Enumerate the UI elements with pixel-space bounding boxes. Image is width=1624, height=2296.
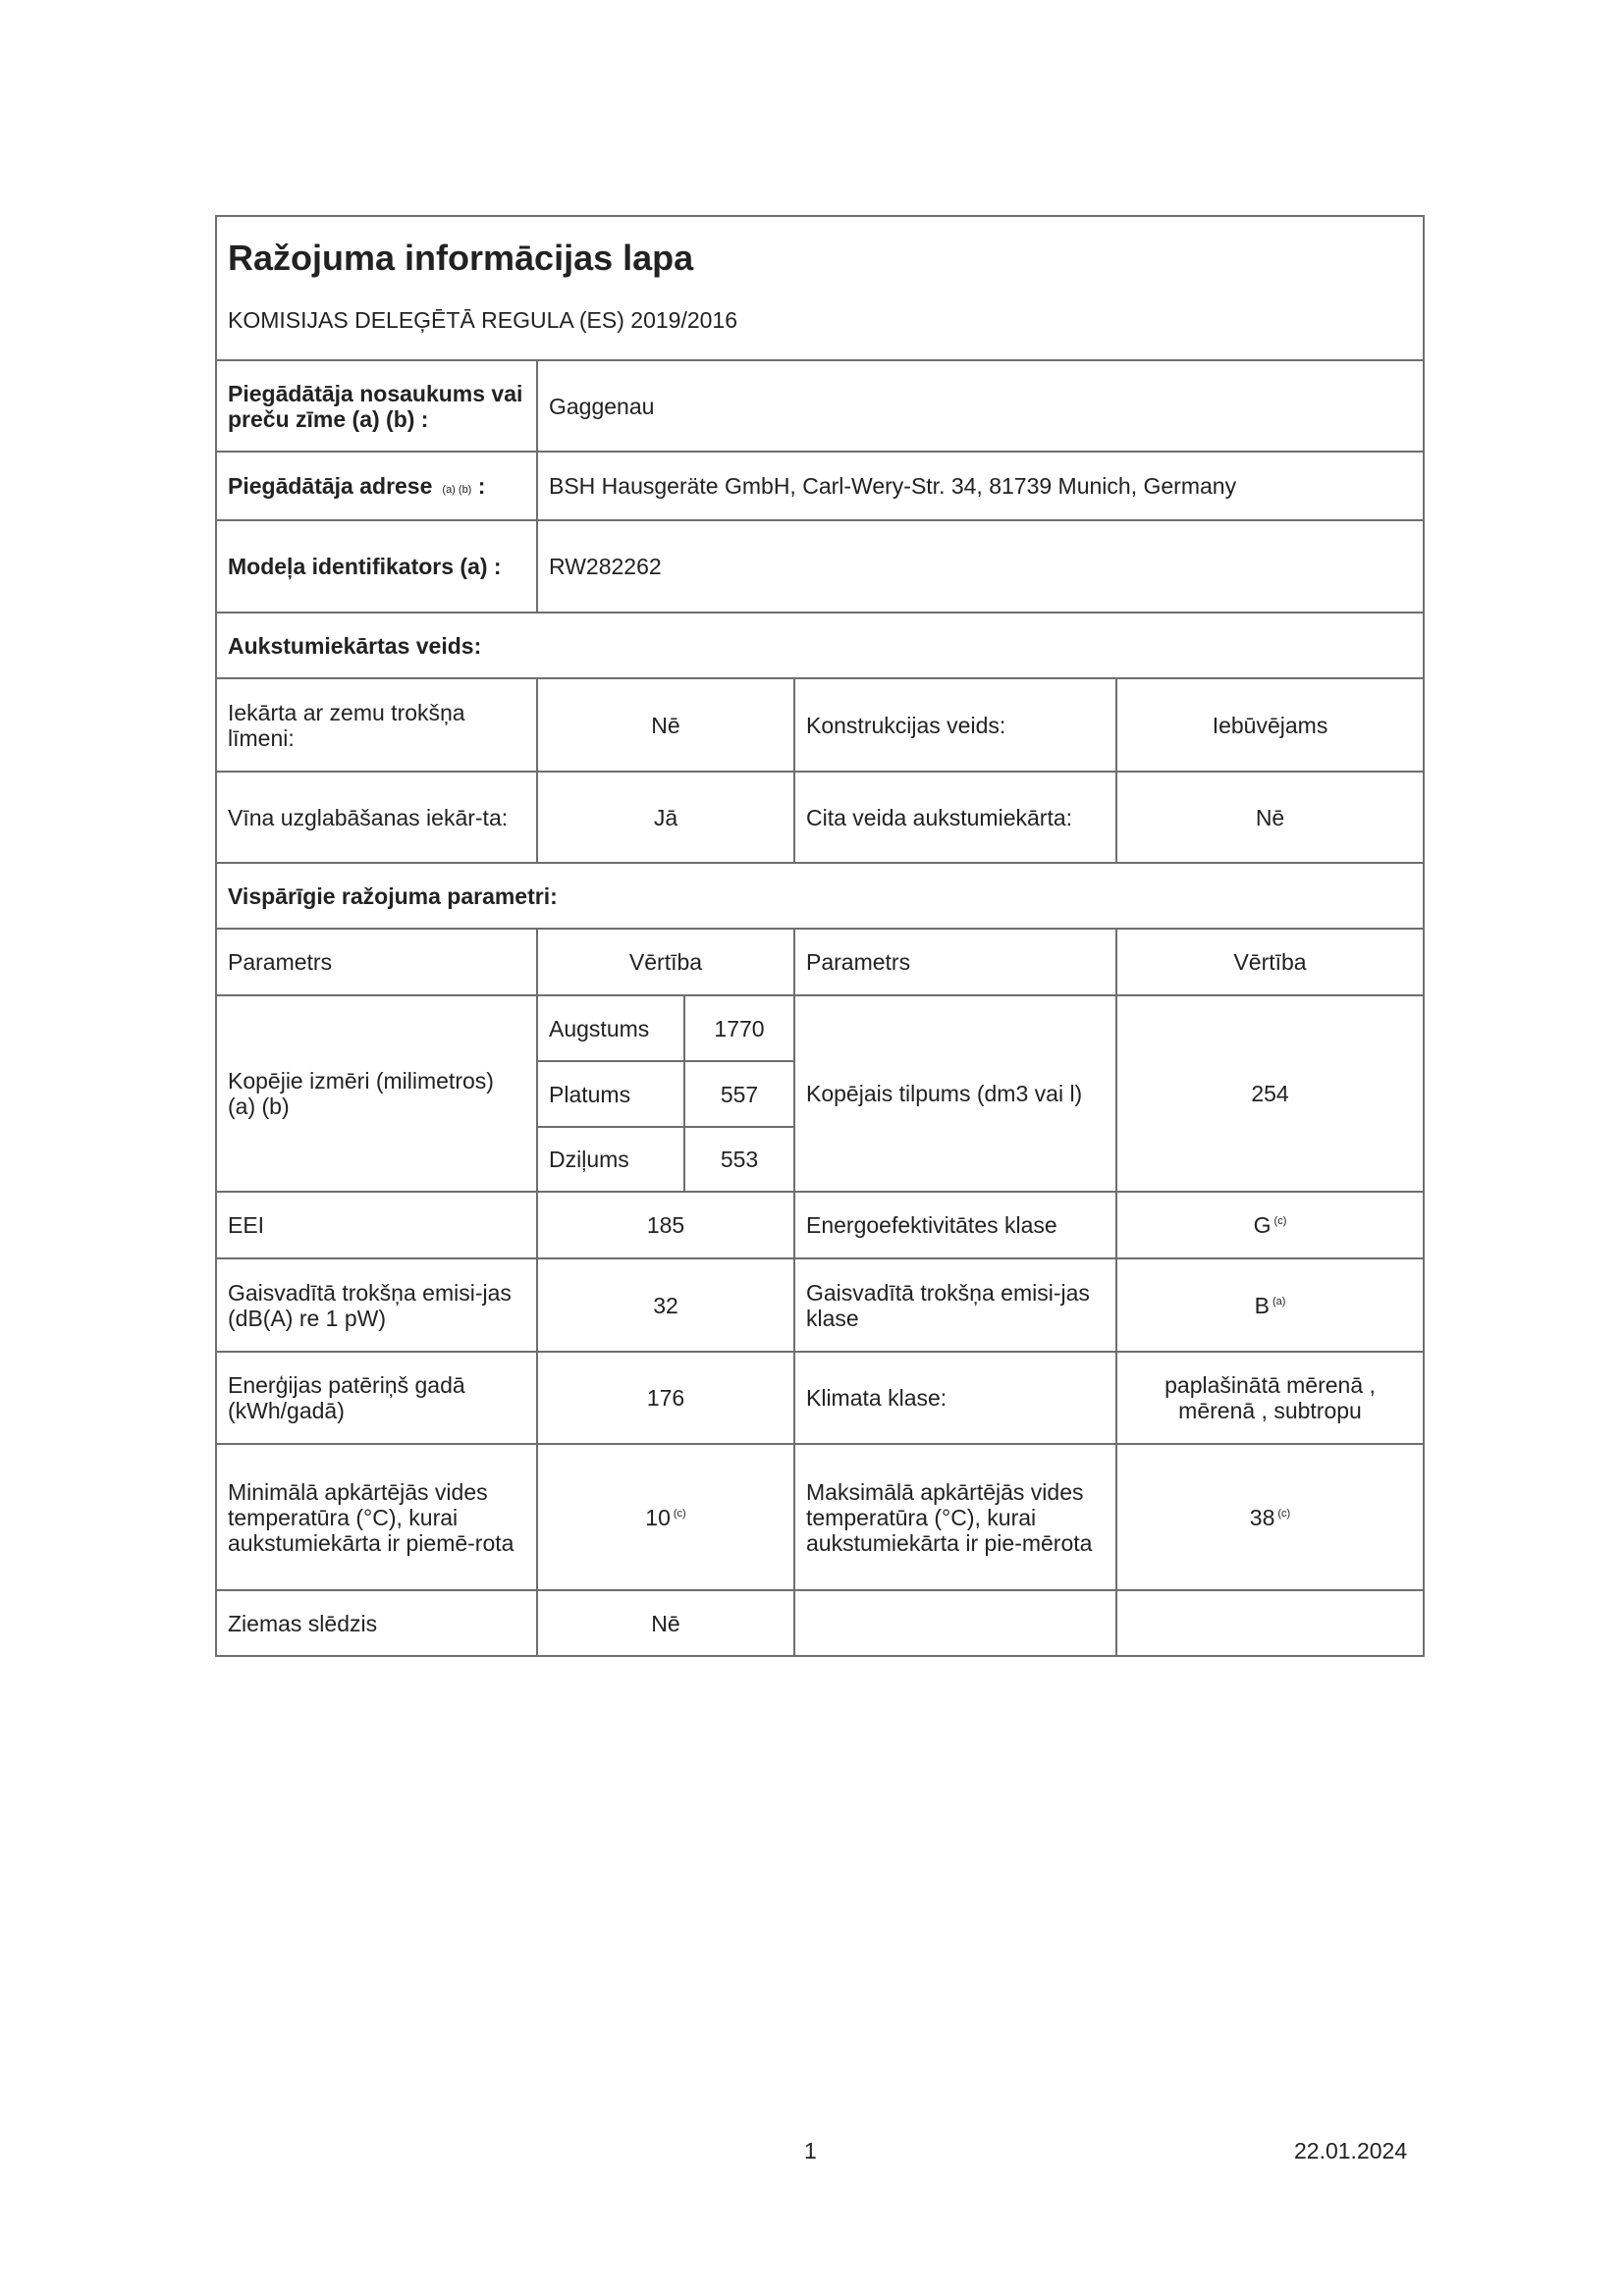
depth-value: 553 [684,1127,794,1192]
height-value: 1770 [684,995,794,1061]
empty-cell [1116,1590,1424,1656]
page-number: 1 [804,2138,817,2163]
noise-emission-value: 32 [537,1258,794,1352]
depth-label: Dziļums [537,1127,684,1192]
low-noise-label: Iekārta ar zemu trokšņa līmeni: [216,678,537,772]
eei-value: 185 [537,1192,794,1258]
noise-class-label: Gaisvadītā trokšņa emisi-jas klase [794,1258,1116,1352]
empty-cell [794,1590,1116,1656]
other-appliance-label: Cita veida aukstumiekārta: [794,772,1116,863]
dimensions-label: Kopējie izmēri (milimetros) (a) (b) [216,995,537,1192]
wine-storage-label: Vīna uzglabāšanas iekār-ta: [216,772,537,863]
energy-class-footnote: (c) [1273,1215,1287,1227]
supplier-name-value: Gaggenau [537,360,1424,452]
energy-class-value: G $^{(c)}$ [1116,1192,1424,1258]
min-temperature-footnote: (c) [673,1507,686,1520]
eei-label: EEI [216,1192,537,1258]
climate-class-label: Klimata klase: [794,1352,1116,1444]
energy-class-label: Energoefektivitātes klase [794,1192,1116,1258]
min-temperature-label: Minimālā apkārtējās vides temperatūra (°C), kurai aukstumiekārta ir piemē-rota [216,1444,537,1590]
regulation-text: KOMISIJAS DELEĢĒTĀ REGULA (ES) 2019/2016 [228,306,737,333]
supplier-address-value: BSH Hausgeräte GmbH, Carl-Wery-Str. 34, 81739 Munich, Germany [537,452,1424,520]
parameter-header-2: Parametrs [794,929,1116,995]
low-noise-value: Nē [537,678,794,772]
climate-class-value: paplašinātā mērenā , mērenā , subtropu [1116,1352,1424,1444]
model-identifier-value: RW282262 [537,520,1424,613]
appliance-type-heading: Aukstumiekārtas veids: [216,613,1424,678]
design-type-label: Konstrukcijas veids: [794,678,1116,772]
page-title: Ražojuma informācijas lapa [228,237,694,278]
energy-consumption-value: 176 [537,1352,794,1444]
value-header-2: Vērtība [1116,929,1424,995]
parameter-header: Parametrs [216,929,537,995]
noise-class-value: B $^{(a)}$ [1116,1258,1424,1352]
volume-value: 254 [1116,995,1424,1192]
volume-label: Kopējais tilpums (dm3 vai l) [794,995,1116,1192]
max-temperature-footnote: (c) [1277,1507,1291,1520]
width-value: 557 [684,1061,794,1127]
energy-consumption-label: Enerģijas patēriņš gadā (kWh/gadā) [216,1352,537,1444]
width-label: Platums [537,1061,684,1127]
supplier-name-label: Piegādātāja nosaukums vai preču zīme (a) (b) : [216,360,537,452]
max-temperature-label: Maksimālā apkārtējās vides temperatūra (°C), kurai aukstumiekārta ir pie-mērota [794,1444,1116,1590]
value-header: Vērtība [537,929,794,995]
other-appliance-value: Nē [1116,772,1424,863]
height-label: Augstums [537,995,684,1061]
supplier-address-label: Piegādātāja adrese $^{(a) (b)}$ : [216,452,537,520]
noise-class-footnote: (a) [1272,1295,1286,1308]
product-information-sheet [215,215,1425,1657]
min-temperature-value: 10 $^{(c)}$ [537,1444,794,1590]
wine-storage-value: Jā [537,772,794,863]
max-temperature-value: 38 $^{(c)}$ [1116,1444,1424,1590]
winter-switch-label: Ziemas slēdzis [216,1590,537,1656]
winter-switch-value: Nē [537,1590,794,1656]
model-identifier-label: Modeļa identifikators (a) : [216,520,537,613]
design-type-value: Iebūvējams [1116,678,1424,772]
footer-date: 22.01.2024 [1294,2138,1408,2163]
header-cell [216,216,1424,360]
noise-emission-label: Gaisvadītā trokšņa emisi-jas (dB(A) re 1 pW) [216,1258,537,1352]
general-parameters-heading: Vispārīgie ražojuma parametri: [216,863,1424,929]
